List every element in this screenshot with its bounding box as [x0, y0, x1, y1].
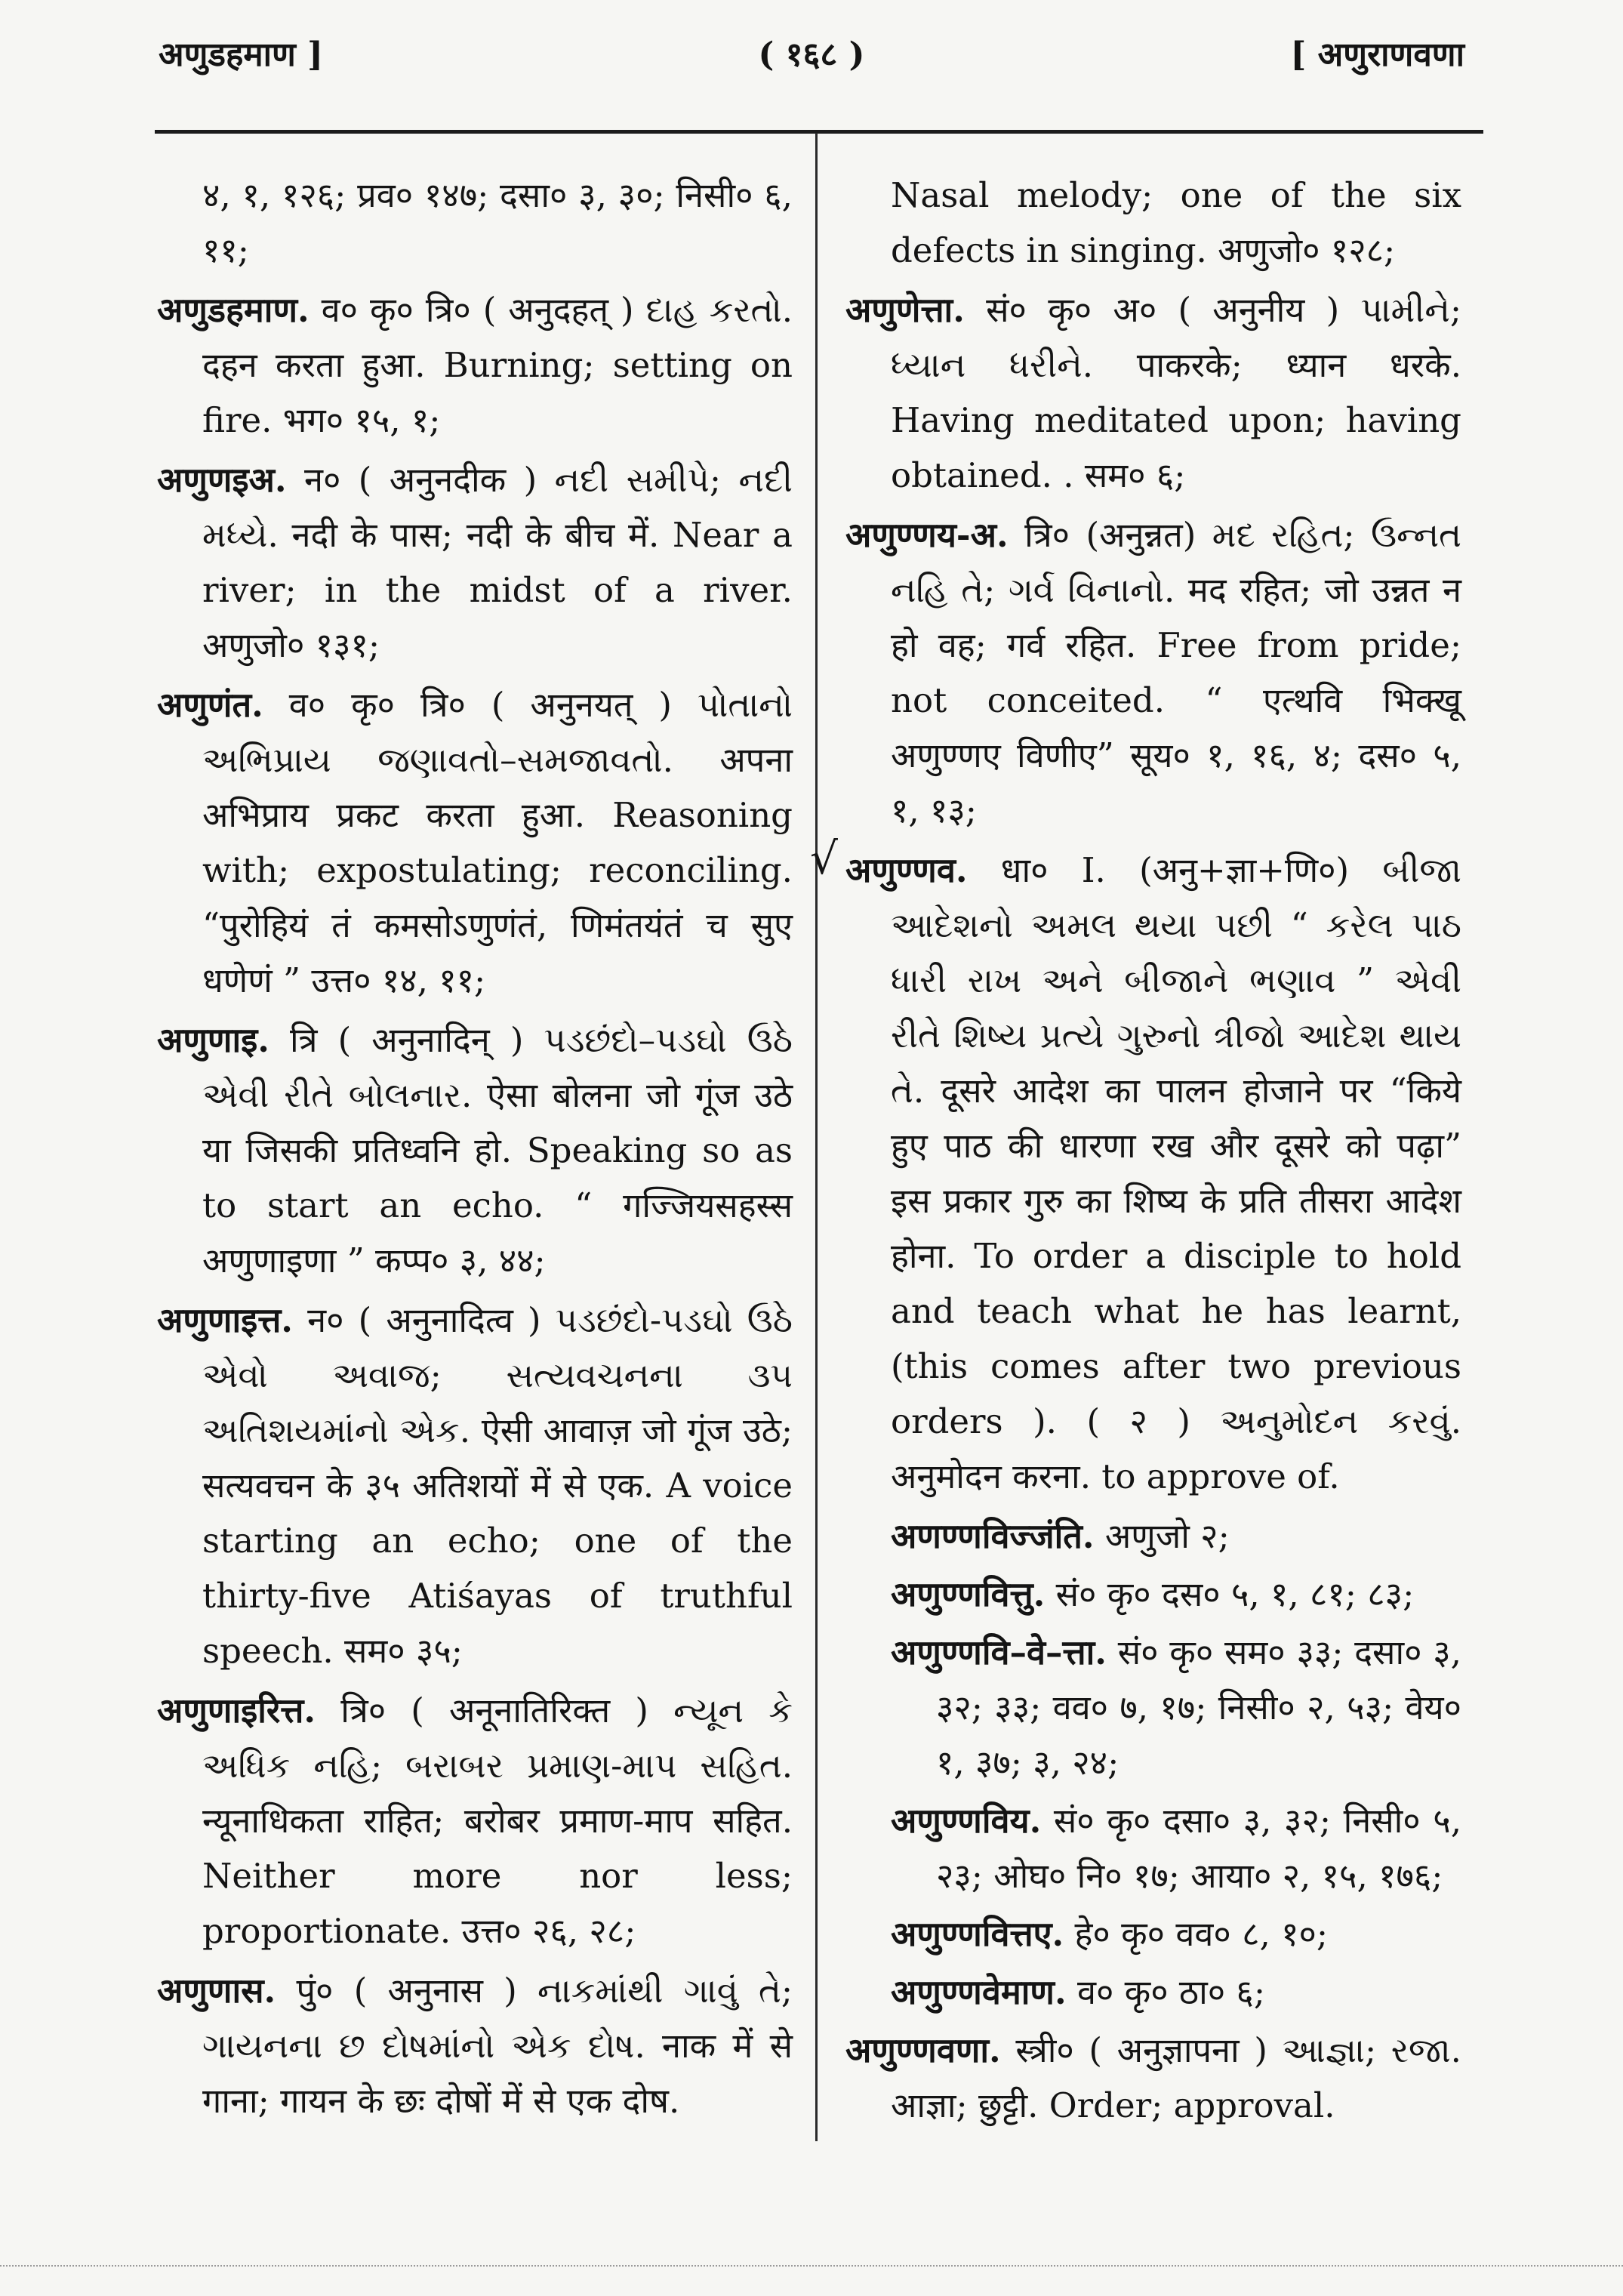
entry-headword: अणुणंत.: [157, 685, 263, 725]
dictionary-subentry: [845, 1567, 1461, 1622]
entry-headword: अणुणाइ.: [157, 1020, 269, 1060]
entry-text: त्रि ( अनुनादिन् ) પડછંદો–પડઘો ઉઠે એવી રીતે બોલનાર. ऐसा बोलना जो गूंज उठे या जिसकी प्रतिध्वनि हो. Speaking so as to start an echo. “ गज्जियसहस्स अणुणाइणा ” कप्प० ३, ४४;: [202, 1020, 793, 1281]
dictionary-subentry: [845, 1793, 1461, 1903]
dictionary-entry: [157, 677, 793, 1008]
subentry-headword: अणुण्णवित्तए.: [891, 1914, 1064, 1954]
dictionary-entry: [157, 1683, 793, 1959]
entry-headword: अणुण्णय-अ.: [845, 515, 1009, 555]
entry-headword: अणुडहमाण.: [157, 290, 310, 330]
margin-check-mark: √: [810, 833, 838, 884]
entry-text: व० कृ० त्रि० ( अनुनयत् ) પોતાનો અભિપ્રાય જણાવતો–સમજાવતો. अपना अभिप्राय प्रकट करता हुआ. Reasoning with; expostulating; reconciling. “पुरोहियं तं कमसोऽणुणंतं, णिमंतयंतं च सुए धणेणं ” उत्त० १४, ११;: [202, 685, 793, 1000]
entry-text: त्रि० (अनुन्नत) મદ રહિત; ઉન્નત નહિ તે; ગર્વ વિનાનો. मद रहित; जो उन्नत न हो वह; गर्व रहित. Free from pride; not conceited. “ एत्थवि भिक्खू अणुण्णए विणीए” सूय० १, १६, ४; दस० ५, १, १३;: [891, 515, 1461, 831]
entry-headword: अणुणास.: [157, 1971, 276, 2011]
page-number: ( १६८ ): [758, 35, 865, 74]
entry-text: पुं० ( अनुनास ) નાકમાંથી ગાવું તે; ગાયનના છ દોષમાંનો એક દોષ. नाक में से गाना; गायन के छः दोषों में से एक दोष.: [202, 1971, 793, 2121]
header-rule: [155, 130, 1483, 134]
bottom-dotted-line: [0, 2265, 1623, 2267]
entry-headword: अणुण्णवणा.: [845, 2030, 1001, 2070]
subentry-text: अणुजो २;: [1104, 1516, 1230, 1556]
subentry-headword: अणुण्णवि–वे–त्ता.: [891, 1632, 1107, 1672]
running-head-left: अणुडहमाण ]: [159, 35, 323, 74]
dictionary-subentry: [845, 1965, 1461, 2020]
dictionary-subentry: [845, 1625, 1461, 1790]
dictionary-entry: [157, 1293, 793, 1678]
dictionary-subentry: [845, 1509, 1461, 1564]
dictionary-subentry: [845, 1906, 1461, 1962]
subentry-headword: अणुण्णविय.: [891, 1801, 1042, 1841]
entry-text: धा० I. (अनु+ज्ञा+णि०) બીજા આદેશનો અમલ થયા પછી “ કરેલ પાઠ ધારી રાખ અને બીજાને ભણાવ ” એવી રીતે શિષ્ય પ્રત્યે ગુરુનો ત્રીજો આદેશ થાય તે. दूसरे आदेश का पालन होजाने पर “किये हुए पाठ की धारणा रख और दूसरे को पढ़ा” इस प्रकार गुरु का शिष्य के प्रति तीसरा आदेश होना. To order a disciple to hold and teach what he has learnt, (this comes after two previous orders ). ( २ ) અનુમોદન કરવું. अनुमोदन करना. to approve of.: [891, 850, 1461, 1496]
running-head-right: [ अणुराणवणा: [1290, 35, 1464, 74]
entry-headword: अणुणाइरित्त.: [157, 1690, 316, 1730]
subentry-text: सं० कृ० सम० ३३; दसा० ३, ३२; ३३; वव० ७, १७; निसी० २, ५३; वेय० १, ३७; ३, २४;: [936, 1632, 1461, 1783]
entry-text: न० ( अनुनदीक ) નદી સમીપે; નદી મધ્યે. नदी के पास; नदी के बीच में. Near a river; in the midst of a river. अणुजो० १३१;: [202, 460, 793, 665]
dictionary-entry: [845, 843, 1461, 1504]
entry-text: त्रि० ( अनूनातिरिक्त ) ન્યૂન કે અધિક નહિ; બરાબર પ્રમાણ-માપ સહિત. न्यूनाधिकता राहित; बरोबर प्रमाण-माप सहित. Neither more nor less; proportionate. उत्त० २६, २८;: [202, 1690, 793, 1951]
entry-text: व० कृ० त्रि० ( अनुदहत् ) દાહ કરતો. दहन करता हुआ. Burning; setting on fire. भग० १५, १;: [202, 290, 793, 440]
entry-headword: अणुणइअ.: [157, 460, 287, 500]
subentry-headword: अणण्णविज्जंति.: [891, 1516, 1095, 1556]
continuation-text: ४, १, १२६; प्रव० १४७; दसा० ३, ३०; निसी० ६, ११;: [202, 175, 793, 270]
entry-headword: अणुणाइत्त.: [157, 1300, 293, 1340]
entry-text: सं० कृ० अ० ( अनुनीय ) પામીને; ધ્યાન ધરીને. पाकरके; ध्यान धरके. Having meditated upon; having obtained. . सम० ६;: [891, 290, 1461, 495]
entry-text: स्त्री० ( अनुज्ञापना ) આજ્ઞા; રજા. आज्ञा; छुट्टी. Order; approval.: [891, 2030, 1461, 2125]
dictionary-entry: [157, 452, 793, 673]
entry-text: न० ( अनुनादित्व ) પડછંદો-પડઘો ઉઠે એવો અવાજ; સત્યવચનના ૩૫ અતિશયમાંનો એક. ऐसी आवाज़ जो गूंज उठे; सत्यवचन के ३५ अतिशयों में से एक. A voice starting an echo; one of the thirty-five Atiśayas of truthful speech. सम० ३५;: [202, 1300, 793, 1671]
right-column: [845, 168, 1461, 2137]
subentry-text: व० कृ० ठा० ६;: [1076, 1972, 1265, 2012]
entry-headword: अणुण्णव.: [845, 850, 968, 890]
continuation-text: Nasal melody; one of the six defects in singing. अणुजो० १२८;: [891, 175, 1461, 270]
subentry-text: सं० कृ० दस० ५, १, ८१; ८३;: [1055, 1574, 1415, 1614]
entry-headword: अणुणेत्ता.: [845, 290, 965, 330]
subentry-headword: अणुण्णवेमाण.: [891, 1972, 1067, 2012]
dictionary-entry: [845, 282, 1461, 503]
subentry-headword: अणुण्णवित्तु.: [891, 1574, 1046, 1614]
subentry-text: सं० कृ० दसा० ३, ३२; निसी० ५, २३; ओघ० नि० १७; आया० २, १५, १७६;: [936, 1801, 1461, 1896]
dictionary-entry: [157, 282, 793, 448]
dictionary-entry: [157, 1012, 793, 1288]
subentry-text: हे० कृ० वव० ८, १०;: [1074, 1914, 1329, 1954]
dictionary-entry: [845, 507, 1461, 838]
left-column: [157, 168, 793, 2133]
column-divider: [815, 133, 818, 2141]
dictionary-entry: [157, 1963, 793, 2128]
dictionary-entry: [845, 2023, 1461, 2133]
